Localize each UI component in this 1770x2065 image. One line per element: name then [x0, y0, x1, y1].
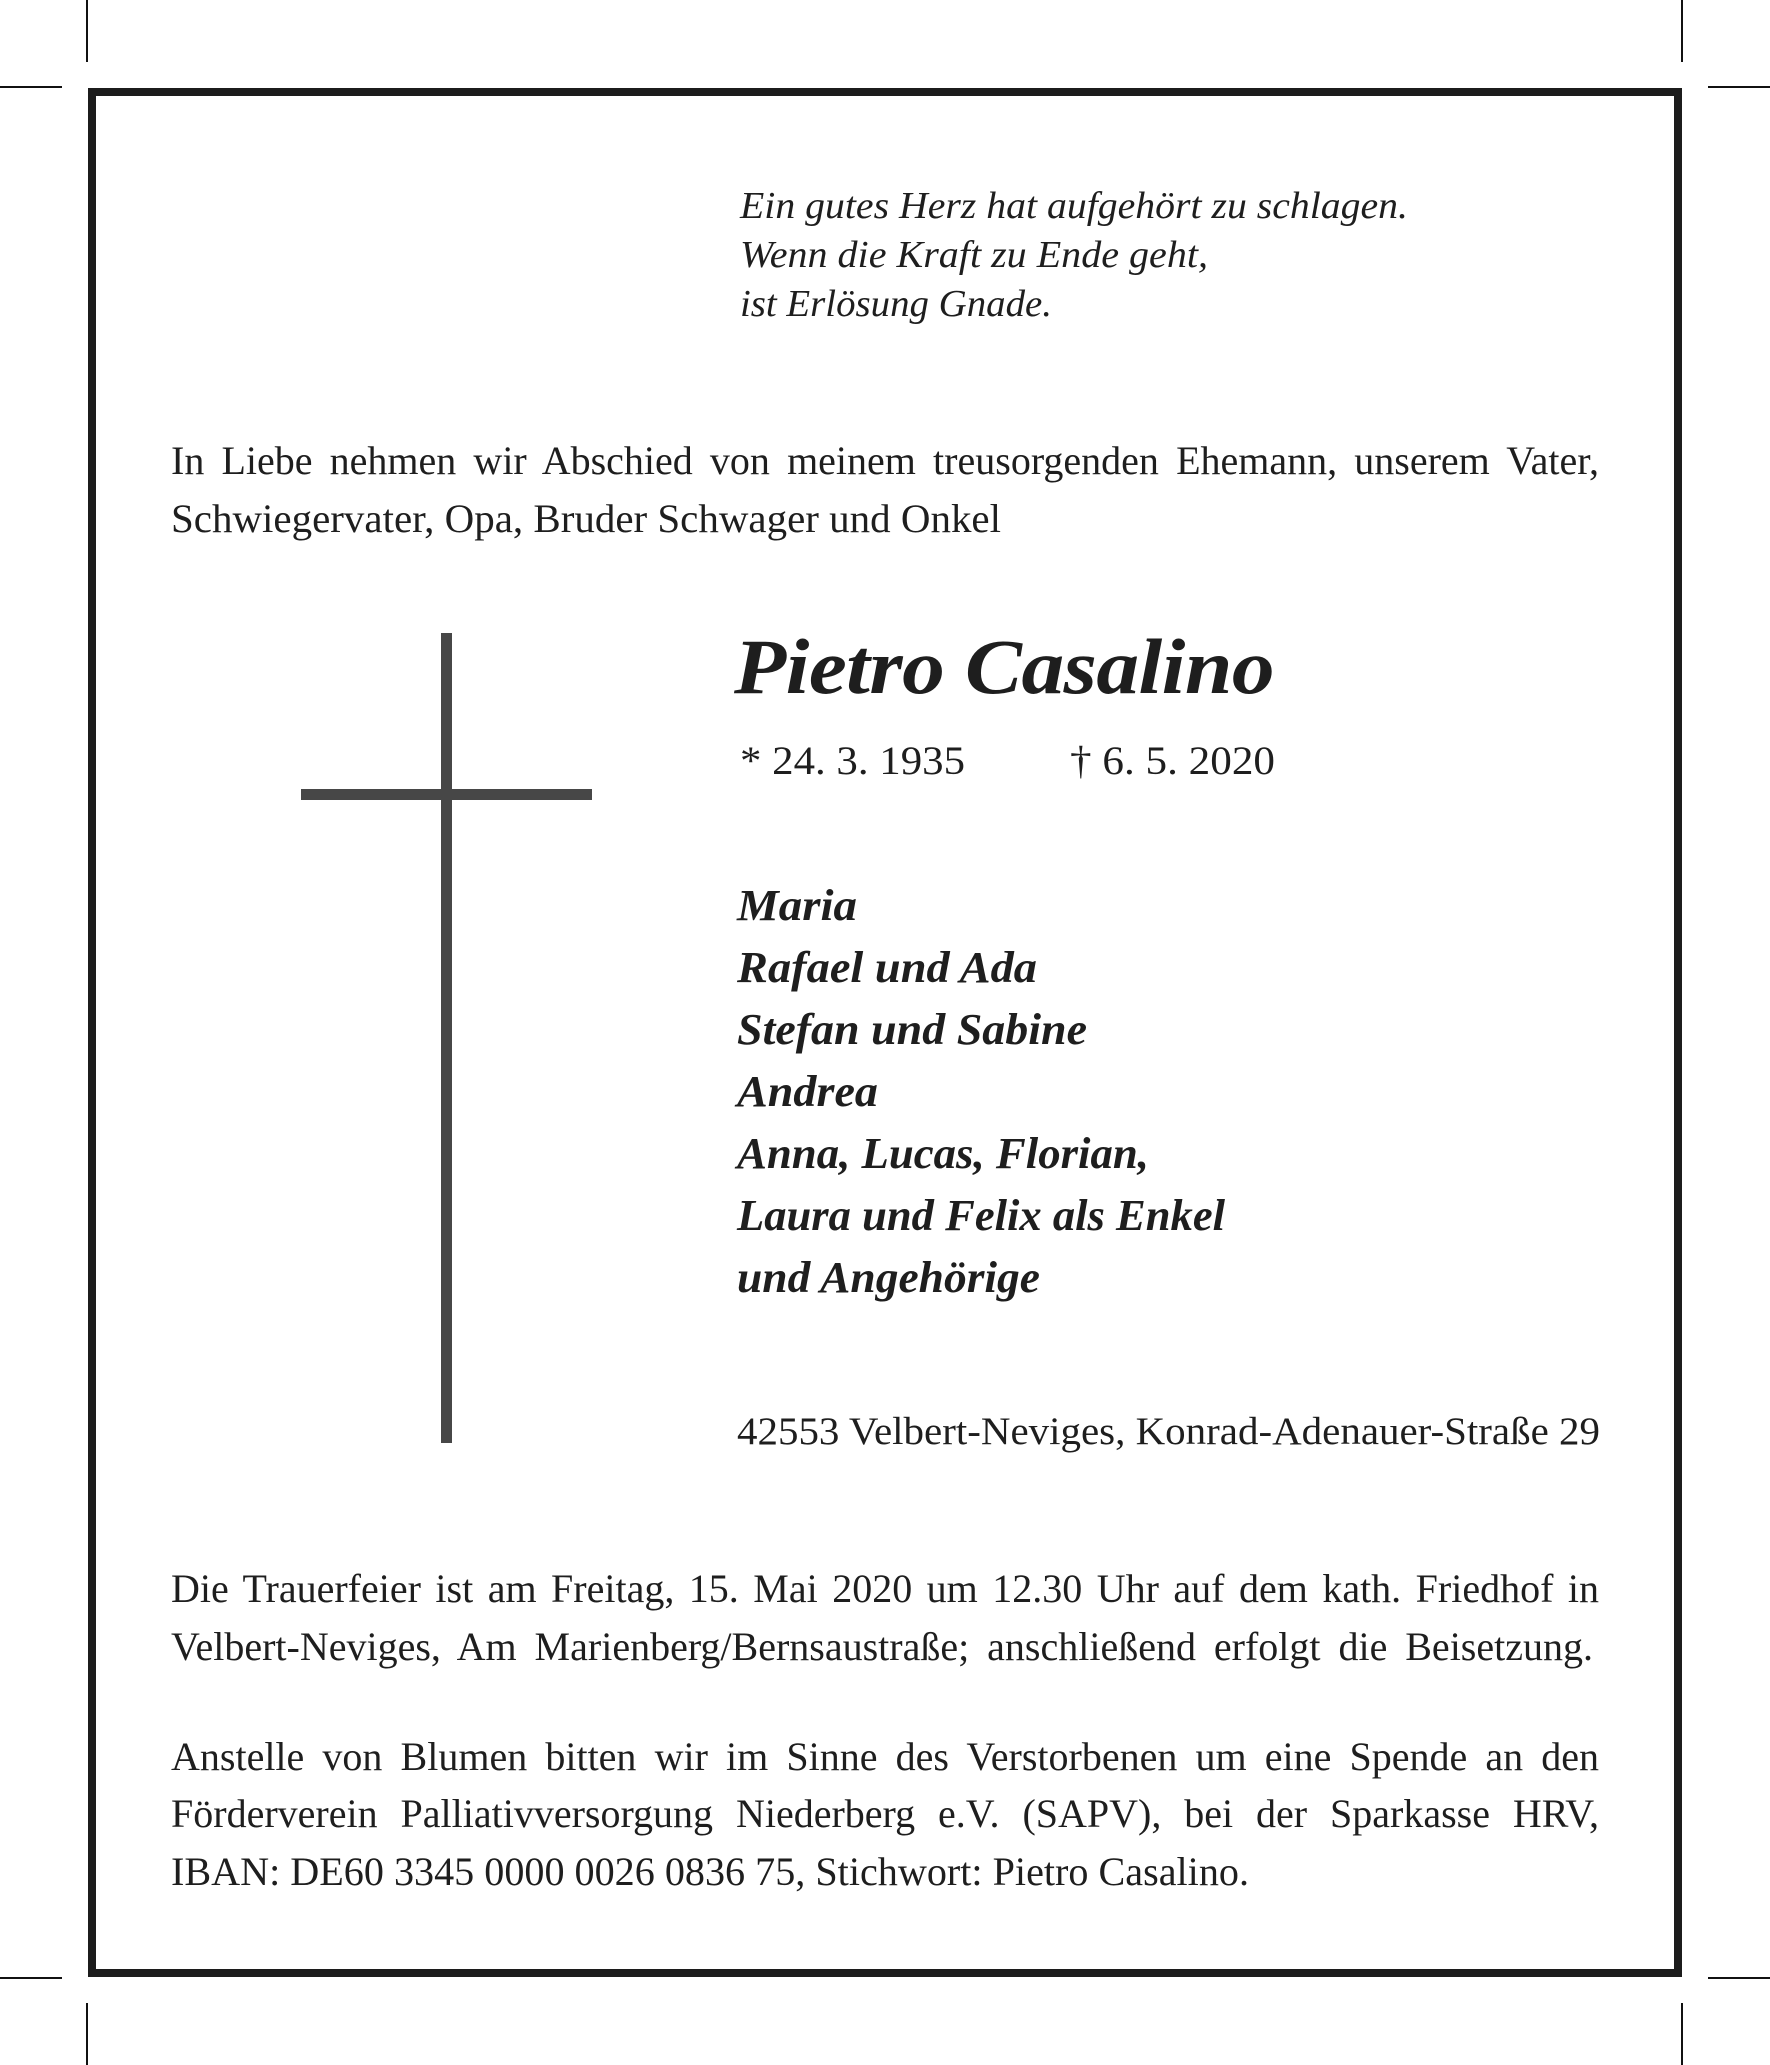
- mourner-line: Stefan und Sabine: [737, 1005, 1087, 1054]
- birth-date: * 24. 3. 1935: [740, 738, 965, 783]
- deceased-name: Pietro Casalino: [734, 623, 1274, 710]
- poem-line: Ein gutes Herz hat aufgehört zu schlagen.: [740, 185, 1408, 227]
- intro-line: In Liebe nehmen wir Abschied von meinem treusorgenden Ehemann, unserem Vater,: [171, 438, 1599, 483]
- donation-line: Förderverein Palliativversorgung Niederberg e.V. (SAPV), bei der Sparkasse HRV,: [171, 1791, 1599, 1836]
- funeral-line: Die Trauerfeier ist am Freitag, 15. Mai 2020 um 12.30 Uhr auf dem kath. Friedhof in: [171, 1566, 1599, 1611]
- funeral-line: Velbert-Neviges, Am Marienberg/Bernsaustraße; anschließend erfolgt die Beisetzung.: [171, 1624, 1593, 1669]
- mourner-line: und Angehörige: [737, 1253, 1040, 1302]
- intro-line: Schwiegervater, Opa, Bruder Schwager und Onkel: [171, 496, 1001, 541]
- crop-mark-bottom-left-vertical: [86, 2003, 88, 2065]
- mourner-line: Andrea: [737, 1067, 878, 1116]
- donation-line: IBAN: DE60 3345 0000 0026 0836 75, Stichwort: Pietro Casalino.: [171, 1849, 1249, 1894]
- mourner-line: Maria: [737, 881, 857, 930]
- crop-mark-top-right-vertical: [1681, 0, 1683, 62]
- crop-mark-bottom-right-vertical: [1681, 2003, 1683, 2065]
- poem-line: ist Erlösung Gnade.: [740, 283, 1052, 325]
- death-date: † 6. 5. 2020: [1070, 738, 1275, 783]
- crop-mark-top-left-horizontal: [0, 86, 62, 88]
- crop-mark-top-left-vertical: [86, 0, 88, 62]
- cross-horizontal-bar: [301, 789, 592, 800]
- mourner-line: Rafael und Ada: [737, 943, 1037, 992]
- poem-line: Wenn die Kraft zu Ende geht,: [740, 234, 1208, 276]
- crop-mark-bottom-right-horizontal: [1708, 1977, 1770, 1979]
- mourner-line: Anna, Lucas, Florian,: [737, 1129, 1149, 1178]
- crop-mark-top-right-horizontal: [1708, 86, 1770, 88]
- address: 42553 Velbert-Neviges, Konrad-Adenauer-Straße 29: [737, 1410, 1600, 1453]
- cross-vertical-bar: [441, 633, 452, 1443]
- crop-mark-bottom-left-horizontal: [0, 1977, 62, 1979]
- donation-line: Anstelle von Blumen bitten wir im Sinne des Verstorbenen um eine Spende an den: [171, 1734, 1599, 1779]
- mourner-line: Laura und Felix als Enkel: [737, 1191, 1225, 1240]
